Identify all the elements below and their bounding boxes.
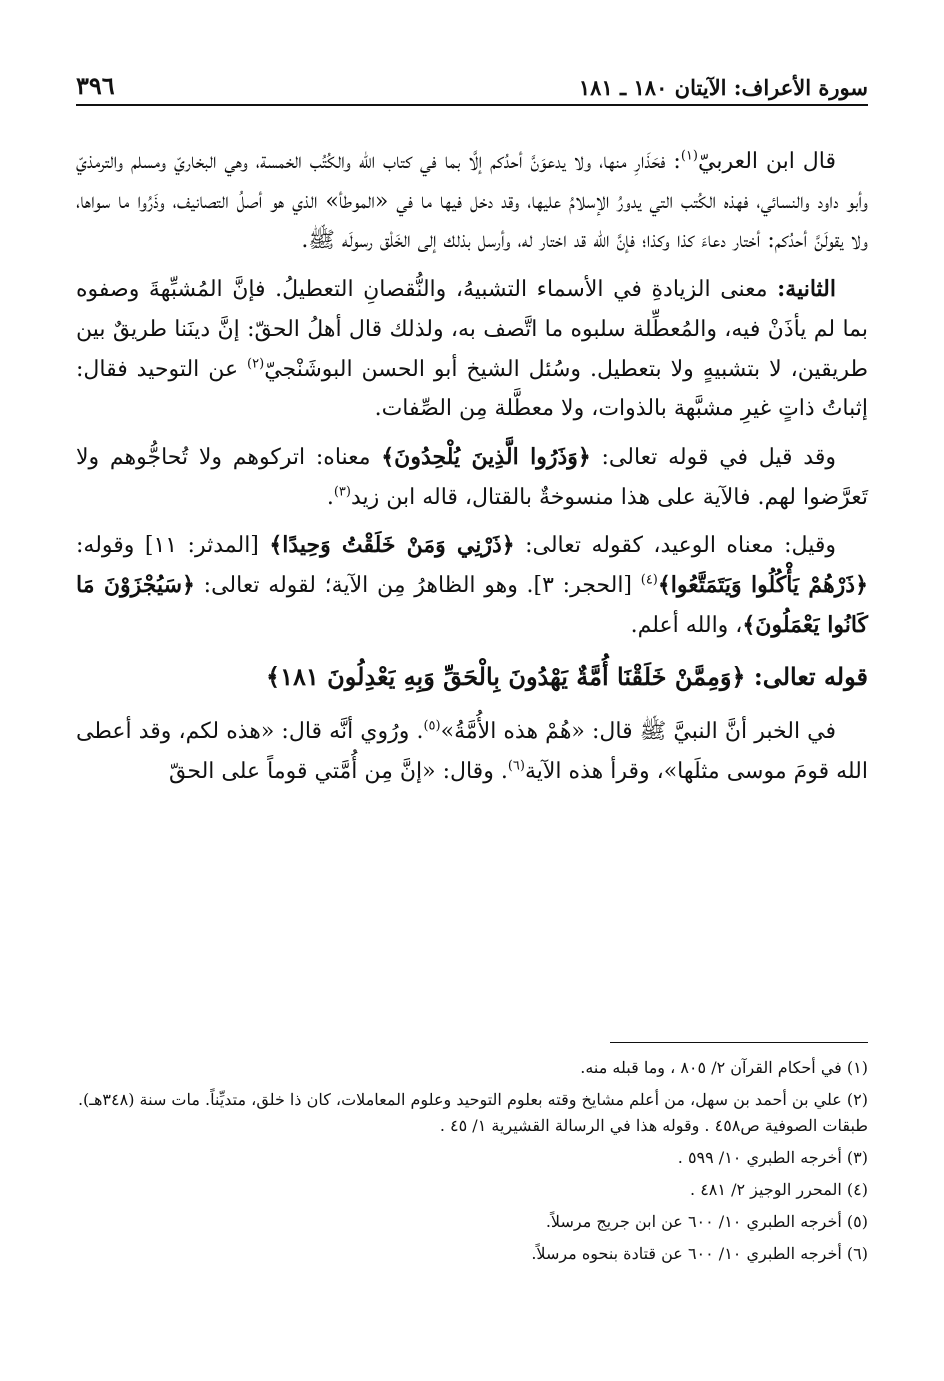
quran-quote: ﴿ذَرْنِي وَمَنْ خَلَقْتُ وَحِيدًا﴾	[269, 532, 515, 559]
quran-quote: ﴿وَذَرُوا الَّذِينَ يُلْحِدُونَ﴾	[381, 443, 591, 470]
footnote-ref: (٢)	[247, 356, 265, 372]
text-run: . وقال: «إنَّ مِن أُمَّتي قوماً على الحقّ	[169, 759, 508, 785]
footnote-6: (٦) أخرجه الطبري ١٠/ ٦٠٠ عن قتادة بنحوه مرسلاً.	[531, 1244, 868, 1263]
footnote-ref: (٤)	[640, 572, 658, 588]
paragraph-threat	[76, 526, 868, 645]
footnote-ref: (٣)	[333, 484, 351, 500]
text-run: معناه: اتركوهم ولا تُحاجُّوهم ولا تَعرَّضوا لهم. فالآية على هذا منسوخةٌ بالقتال، قاله ابن زيد	[76, 444, 868, 510]
paragraph-hadith	[76, 712, 868, 791]
page-header	[76, 68, 868, 106]
footnotes-section	[76, 1042, 868, 1273]
text-run: قال ابن العربيّ	[697, 149, 836, 174]
paragraph-ibn-zayd	[76, 438, 868, 517]
text-run: وقيل: معناه الوعيد، كقوله تعالى:	[514, 533, 836, 559]
verse-heading	[76, 654, 868, 700]
paragraph-lead: الثانية:	[777, 276, 836, 303]
verse-text: ﴿وَمِمَّنْ خَلَقْنَا أُمَّةٌ يَهْدُونَ بِالْحَقِّ وَبِهِ يَعْدِلُونَ ١٨١﴾	[266, 662, 746, 692]
text-run: [الحجر: ٣]. وهو الظاهرُ مِن الآية؛ لقوله تعالى:	[194, 573, 641, 599]
footnote-ref: (١)	[680, 148, 698, 164]
verse-label: قوله تعالى:	[745, 662, 868, 692]
footnote-3: (٣) أخرجه الطبري ١٠/ ٥٩٩ .	[677, 1148, 868, 1167]
footnote-5: (٥) أخرجه الطبري ١٠/ ٦٠٠ عن ابن جريج مرسلاً.	[545, 1212, 868, 1231]
text-run: : فحَذَارِ منها، ولا يدعوَنَّ أحدُكم إلَّا بما في كتاب الله والكُتُب الخمسة، وهي البخاريّ ومسلم والترمذيّ وأبو داود والنسائي، فهذه الكُتب التي يدورُ الإسلامُ عليها، وقد دخل فيها ما في «الموطأ» الذي هو أصلُ التصانيف، وذَرُوا ما سواها، ولا يقولَنَّ أحدُكم: أختار دعاءَ كذا وكذا؛ فإنَّ الله قد اختار له، وأرسل بذلك إلى الخَلْق رسولَه ﷺ.	[76, 149, 868, 254]
footnote-divider	[610, 1042, 868, 1043]
surah-title: سورة الأعراف: الآيتان ١٨٠ ـ ١٨١	[578, 75, 868, 100]
quran-quote: ﴿سَيُجْزَوْنَ مَا كَانُوا يَعْمَلُونَ﴾	[76, 572, 868, 638]
page-number: ٣٩٦	[76, 71, 115, 100]
footnote-2: (٢) علي بن أحمد بن سهل، من أعلم مشايخ وقته بعلوم التوحيد وعلوم المعاملات، كان ذا خلق، متديِّناً. مات سنة (٣٤٨هـ). طبقات الصوفية ص٤٥٨ . وقوله هذا في الرسالة القشيرية ١/ ٤٥ .	[77, 1090, 868, 1135]
paragraph-second-point	[76, 270, 868, 429]
footnote-ref: (٥)	[423, 719, 441, 735]
footnote-4: (٤) المحرر الوجيز ٢/ ٤٨١ .	[690, 1180, 868, 1199]
text-run: . ورُوي أنَّه قال: «هذه لكم، وقد أعطى الله قومَ موسى مثلَها»، وقرأ هذه الآية	[76, 719, 868, 785]
text-run: [المدثر: ١١] وقوله:	[76, 533, 270, 559]
paragraph-ibn-arabi	[76, 142, 868, 261]
text-run: معنى الزيادةِ في الأسماء التشبيهُ، والنُّقصانِ التعطيلُ. فإنَّ المُشبِّهةَ وصفوه بما لم يأذَنْ فيه، والمُعطِّلة سلبوه ما اتَّصف به، ولذلك قال أهلُ الحقّ: إنَّ دينَنا طريقٌ بين طريقين، لا بتشبيهٍ ولا بتعطيل. وسُئل الشيخ أبو الحسن البوشَنْجيّ	[76, 277, 868, 382]
footnote-ref: (٦)	[507, 758, 525, 774]
text-run: وقد قيل في قوله تعالى:	[590, 444, 836, 470]
text-run: عن التوحيد فقال: إثباتُ ذاتٍ غيرِ مشبَّهة بالذوات، ولا معطَّلة مِن الصِّفات.	[76, 356, 868, 422]
main-text	[76, 142, 868, 801]
text-run: .	[326, 484, 334, 510]
footnote-1: (١) في أحكام القرآن ٢/ ٨٠٥ ، وما قبله منه.	[580, 1058, 868, 1077]
quran-quote: ﴿ذَرْهُمْ يَأْكُلُوا وَيَتَمَتَّعُوا﴾	[657, 572, 868, 599]
text-run: في الخبر أنَّ النبيَّ ﷺ قال: «هُمْ هذه الأُمَّةُ»	[440, 719, 837, 745]
text-run: ، والله أعلم.	[630, 612, 743, 638]
